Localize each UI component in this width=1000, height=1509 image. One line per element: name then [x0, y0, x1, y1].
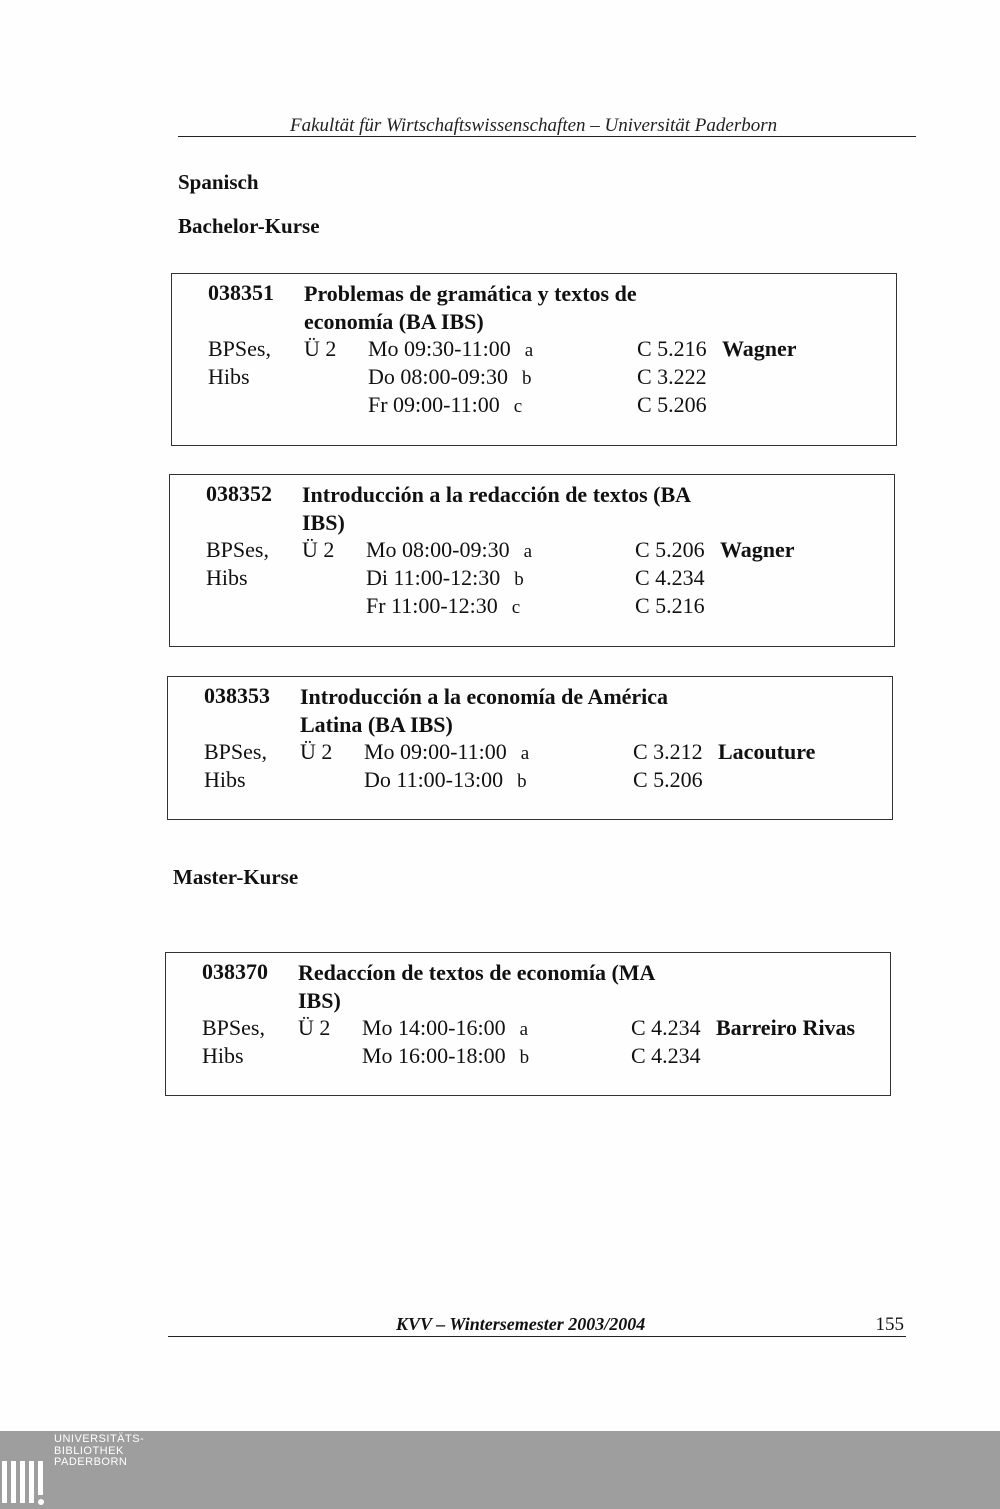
course-slot: Mo 16:00-18:00 b	[362, 1043, 530, 1068]
course-type-hours: Ü 2	[304, 336, 337, 361]
course-title: Problemas de gramática y textos de economía (BA IBS)	[304, 281, 637, 334]
bachelor-heading: Bachelor-Kurse	[178, 214, 320, 238]
course-code: BPSes,	[206, 537, 269, 562]
course-room: C 4.234	[635, 565, 705, 590]
course-lecturer: Barreiro Rivas	[716, 1015, 856, 1040]
course-title: Introducción a la economía de América Latina (BA IBS)	[300, 684, 669, 737]
course-room: C 4.234	[631, 1043, 701, 1068]
course-code: Hibs	[204, 767, 246, 792]
course-lecturer: Lacouture	[718, 739, 816, 764]
course-code: BPSes,	[204, 739, 267, 764]
course-type-hours: Ü 2	[302, 537, 335, 562]
course-slot: Mo 08:00-09:30 a	[366, 537, 533, 562]
library-label: UNIVERSITÄTS- BIBLIOTHEK PADERBORN	[54, 1433, 145, 1468]
course-number: 038353	[204, 683, 270, 708]
course-slot: Fr 09:00-11:00 c	[368, 392, 523, 417]
course-room: C 5.206	[635, 537, 705, 562]
course-code: BPSes,	[208, 336, 271, 361]
course-room: C 5.216	[637, 336, 707, 361]
course-slot: Mo 14:00-16:00 a	[362, 1015, 529, 1040]
library-logo-icon	[2, 1461, 44, 1505]
section-title: Spanisch	[178, 170, 259, 194]
course-number: 038351	[208, 280, 274, 305]
course-room: C 5.206	[633, 767, 703, 792]
page-number: 155	[875, 1314, 904, 1335]
course-number: 038370	[202, 959, 268, 984]
course-code: BPSes,	[202, 1015, 265, 1040]
course-title: Redaccíon de textos de economía (MA IBS)	[298, 960, 655, 1013]
faculty-line: Fakultät für Wirtschaftswissenschaften – Universität Paderborn	[290, 115, 778, 136]
course-slot: Do 08:00-09:30 b	[368, 364, 532, 389]
library-bar	[0, 1431, 1000, 1509]
page-footer	[168, 1316, 906, 1337]
course-slot: Do 11:00-13:00 b	[364, 767, 527, 792]
course-card	[171, 273, 897, 446]
footer-title: KVV – Wintersemester 2003/2004	[396, 1314, 646, 1334]
course-lecturer: Wagner	[720, 537, 795, 562]
course-slot: Mo 09:00-11:00 a	[364, 739, 530, 764]
course-slot: Fr 11:00-12:30 c	[366, 593, 521, 618]
course-number: 038352	[206, 481, 272, 506]
course-room: C 5.206	[637, 392, 707, 417]
course-slot: Di 11:00-12:30 b	[366, 565, 524, 590]
course-lecturer: Wagner	[722, 336, 797, 361]
course-code: Hibs	[208, 364, 250, 389]
course-room: C 4.234	[631, 1015, 701, 1040]
course-type-hours: Ü 2	[298, 1015, 331, 1040]
course-type-hours: Ü 2	[300, 739, 333, 764]
course-card	[169, 474, 895, 647]
course-title: Introducción a la redacción de textos (BA IBS)	[302, 482, 690, 535]
course-room: C 3.222	[637, 364, 707, 389]
course-room: C 5.216	[635, 593, 705, 618]
course-slot: Mo 09:30-11:00 a	[368, 336, 534, 361]
course-card	[167, 676, 893, 820]
master-heading: Master-Kurse	[173, 865, 299, 889]
page-header	[178, 108, 916, 137]
course-code: Hibs	[202, 1043, 244, 1068]
course-room: C 3.212	[633, 739, 703, 764]
course-code: Hibs	[206, 565, 248, 590]
course-card	[165, 952, 891, 1096]
